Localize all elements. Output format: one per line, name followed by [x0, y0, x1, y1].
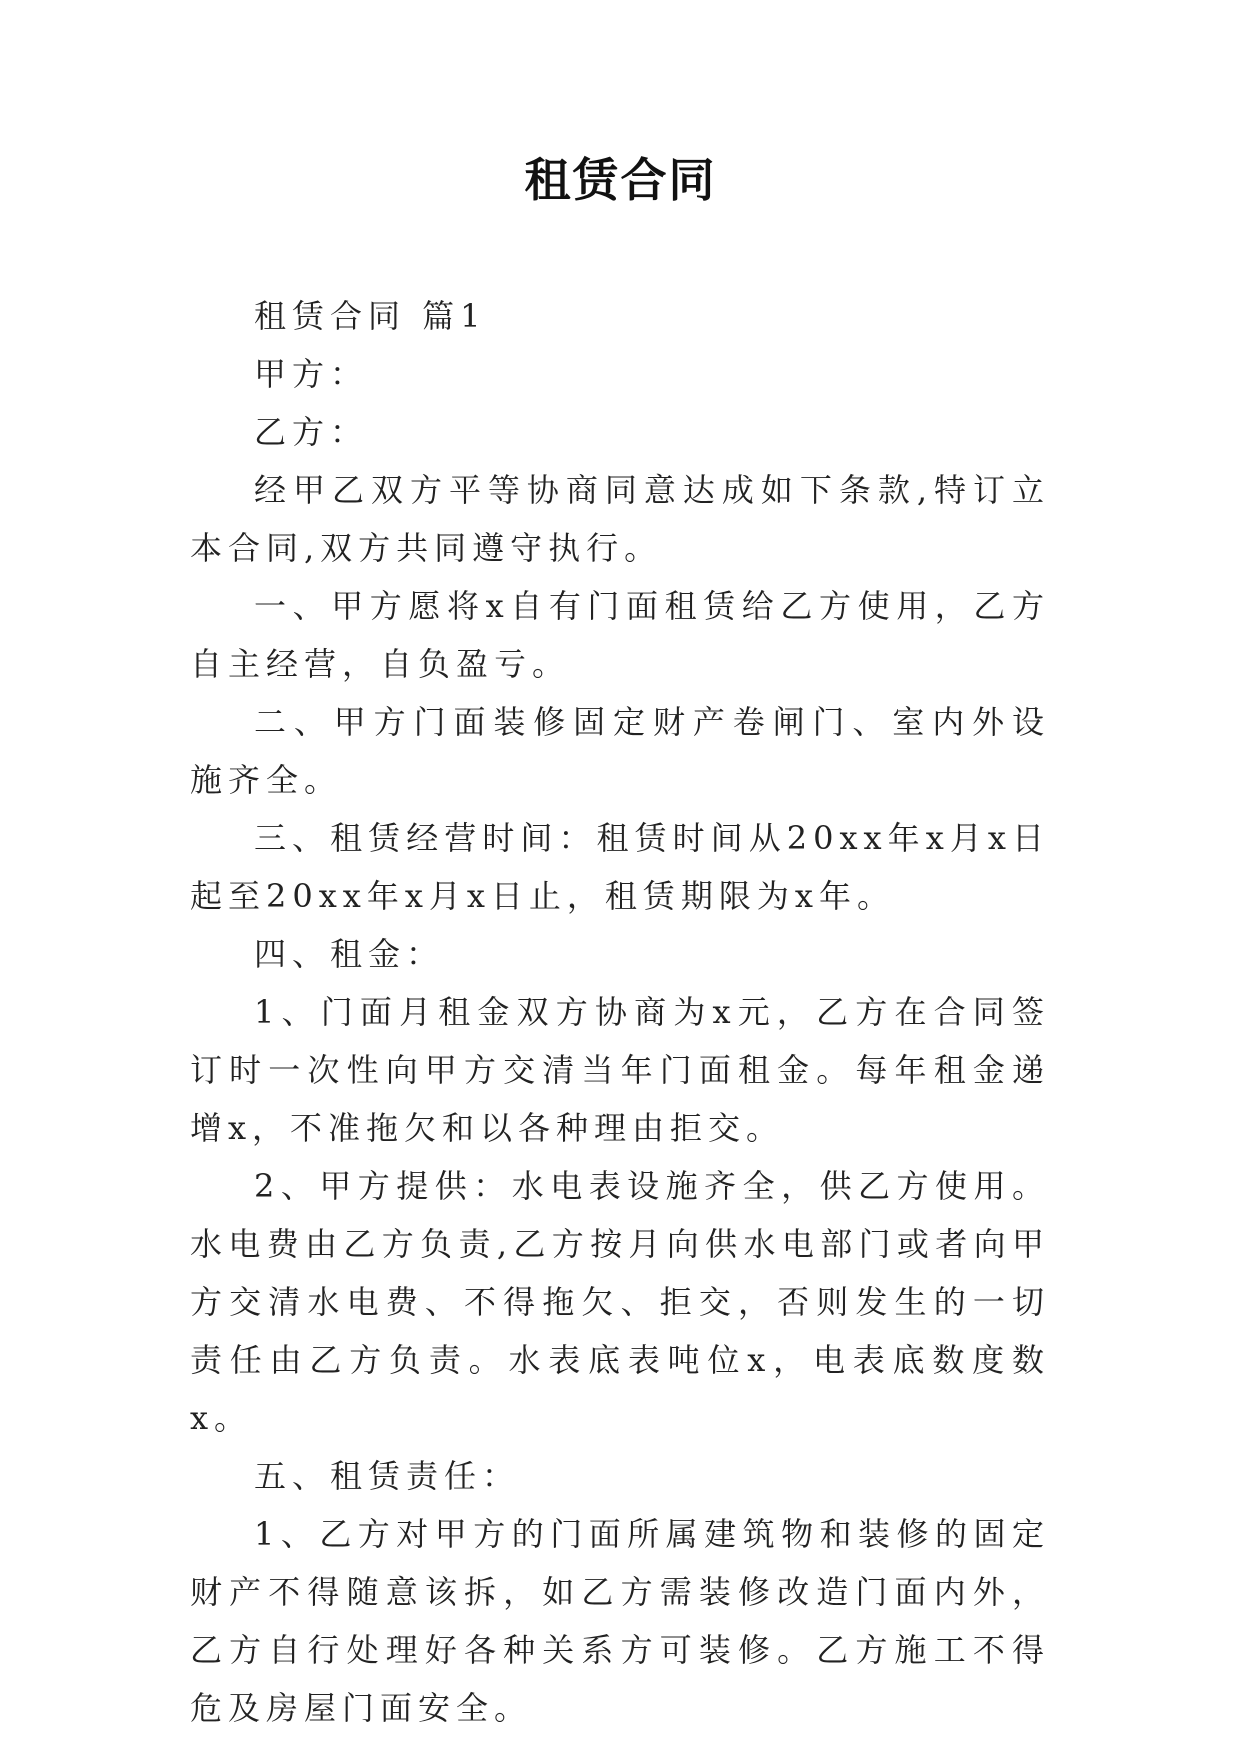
document-title: 租赁合同 — [524, 153, 717, 207]
document-body — [190, 287, 1050, 1737]
clause-1: 一、甲方愿将x自有门面租赁给乙方使用，乙方自主经营，自负盈亏。 — [190, 587, 1050, 683]
party-b-line: 乙方： — [254, 413, 369, 451]
clause-4-item-2: 2、甲方提供：水电表设施齐全，供乙方使用。水电费由乙方负责,乙方按月向供水电部门或者向甲方交清水电费、不得拖欠、拒交，否则发生的一切责任由乙方负责。水表底表吨位x，电表底数度数x。 — [190, 1167, 1050, 1437]
clause-2: 二、甲方门面装修固定财产卷闸门、室内外设施齐全。 — [190, 703, 1050, 799]
party-a-line: 甲方： — [254, 355, 369, 393]
clause-5-heading: 五、租赁责任： — [254, 1457, 521, 1495]
clause-3: 三、租赁经营时间：租赁时间从20xx年x月x日起至20xx年x月x日止，租赁期限为x年。 — [190, 819, 1050, 915]
section-heading: 租赁合同 篇1 — [254, 297, 487, 335]
clause-4-item-1: 1、门面月租金双方协商为x元，乙方在合同签订时一次性向甲方交清当年门面租金。每年租金递增x，不准拖欠和以各种理由拒交。 — [190, 993, 1050, 1147]
clause-5-item-1: 1、乙方对甲方的门面所属建筑物和装修的固定财产不得随意该拆，如乙方需装修改造门面内外，乙方自行处理好各种关系方可装修。乙方施工不得危及房屋门面安全。 — [190, 1515, 1050, 1727]
preamble-paragraph: 经甲乙双方平等协商同意达成如下条款,特订立本合同,双方共同遵守执行。 — [190, 471, 1050, 567]
clause-4-heading: 四、租金： — [254, 935, 445, 973]
